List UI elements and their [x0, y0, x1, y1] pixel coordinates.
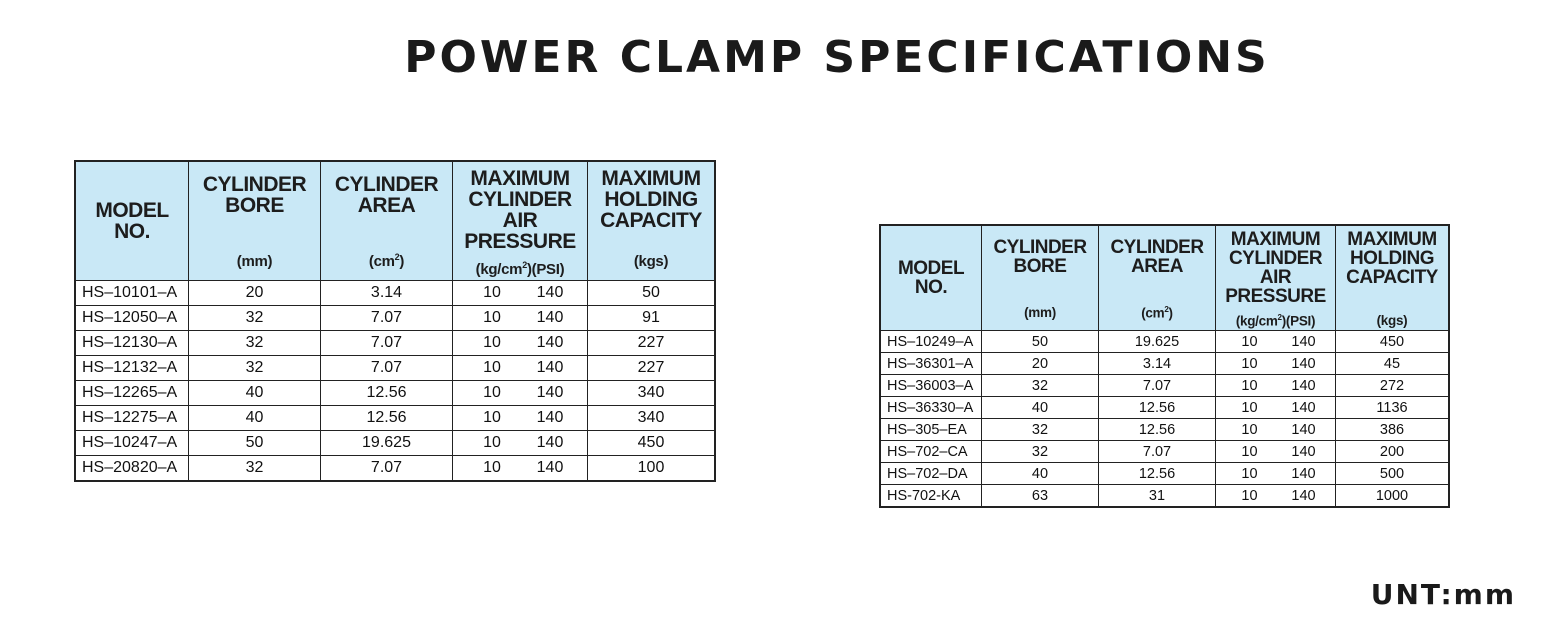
capacity-cell: 386 — [1336, 419, 1450, 441]
area-cell: 12.56 — [1099, 419, 1216, 441]
table-row — [75, 381, 715, 406]
table-row — [880, 441, 1449, 463]
header-area — [1099, 225, 1216, 331]
area-cell: 19.625 — [1099, 331, 1216, 353]
area-cell: 7.07 — [1099, 375, 1216, 397]
bore-cell: 32 — [189, 356, 321, 381]
model-cell: HS–36301–A — [880, 353, 982, 375]
header-bore-unit: (mm) — [1024, 305, 1056, 320]
model-cell: HS–702–DA — [880, 463, 982, 485]
pressure-psi-value: 140 — [1291, 487, 1316, 504]
header-model-label: MODEL NO. — [95, 199, 169, 243]
pressure-psi-value: 140 — [536, 309, 564, 326]
pressure-kg-value: 10 — [1241, 421, 1258, 438]
header-capacity-label: MAXIMUM HOLDING CAPACITY — [600, 167, 702, 232]
pressure-psi-value: 140 — [536, 434, 564, 451]
model-cell: HS–12265–A — [75, 381, 189, 406]
header-pressure-unit: $(kg/cm^2)(PSI)$ — [1235, 312, 1316, 328]
pressure-cell — [453, 381, 588, 406]
table-row — [880, 419, 1449, 441]
pressure-psi-value: 140 — [1291, 355, 1316, 372]
bore-cell: 32 — [189, 306, 321, 331]
capacity-cell: 272 — [1336, 375, 1450, 397]
header-bore-unit: (mm) — [236, 253, 273, 270]
pressure-kg-value: 10 — [483, 359, 501, 376]
bore-cell: 63 — [982, 485, 1099, 508]
bore-cell: 32 — [189, 456, 321, 482]
table-row — [75, 356, 715, 381]
header-model-label: MODEL NO. — [897, 258, 965, 298]
table-row — [75, 431, 715, 456]
table-row — [75, 281, 715, 306]
pressure-psi-value: 140 — [536, 384, 564, 401]
header-bore-label: CYLINDER BORE — [993, 237, 1087, 277]
header-capacity-label: MAXIMUM HOLDING CAPACITY — [1346, 229, 1438, 288]
header-pressure — [1216, 225, 1336, 331]
area-cell: 12.56 — [321, 406, 453, 431]
area-cell: 12.56 — [1099, 397, 1216, 419]
unit-note: UNT:mm — [1370, 578, 1516, 611]
bore-cell: 20 — [189, 281, 321, 306]
capacity-cell: 50 — [588, 281, 716, 306]
header-pressure-label: MAXIMUM CYLINDER AIR PRESSURE — [464, 167, 576, 253]
pressure-cell — [1216, 463, 1336, 485]
pressure-psi-value: 140 — [1291, 377, 1316, 394]
area-cell: 7.07 — [321, 306, 453, 331]
bore-cell: 50 — [189, 431, 321, 456]
capacity-cell: 227 — [588, 331, 716, 356]
table-row — [880, 353, 1449, 375]
pressure-psi-value: 140 — [536, 409, 564, 426]
spec-table-right — [879, 224, 1450, 508]
capacity-cell: 450 — [1336, 331, 1450, 353]
area-cell: 31 — [1099, 485, 1216, 508]
header-area-label: CYLINDER AREA — [334, 173, 439, 217]
pressure-psi-value: 140 — [536, 334, 564, 351]
pressure-cell — [453, 406, 588, 431]
pressure-cell — [1216, 485, 1336, 508]
bore-cell: 32 — [982, 375, 1099, 397]
pressure-kg-value: 10 — [483, 434, 501, 451]
pressure-kg-value: 10 — [483, 309, 501, 326]
pressure-kg-value: 10 — [483, 284, 501, 301]
bore-cell: 40 — [189, 381, 321, 406]
table-row — [880, 397, 1449, 419]
model-cell: HS–12050–A — [75, 306, 189, 331]
capacity-cell: 450 — [588, 431, 716, 456]
pressure-cell — [1216, 419, 1336, 441]
model-cell: HS-702-KA — [880, 485, 982, 508]
page-title: POWER CLAMP SPECIFICATIONS — [404, 32, 1270, 83]
pressure-cell — [453, 456, 588, 482]
pressure-kg-value: 10 — [1241, 355, 1258, 372]
pressure-psi-value: 140 — [1291, 333, 1316, 350]
pressure-cell — [1216, 397, 1336, 419]
pressure-cell — [453, 281, 588, 306]
area-cell: 19.625 — [321, 431, 453, 456]
pressure-cell — [453, 356, 588, 381]
pressure-psi-value: 140 — [1291, 399, 1316, 416]
pressure-cell — [453, 306, 588, 331]
pressure-cell — [453, 431, 588, 456]
header-area-unit: $(cm^2)$ — [368, 252, 405, 270]
area-cell: 7.07 — [321, 331, 453, 356]
header-pressure-label: MAXIMUM CYLINDER AIR PRESSURE — [1225, 229, 1326, 307]
pressure-kg-value: 10 — [483, 384, 501, 401]
table-row — [75, 456, 715, 482]
pressure-kg-value: 10 — [1241, 333, 1258, 350]
pressure-kg-value: 10 — [483, 334, 501, 351]
pressure-kg-value: 10 — [1241, 377, 1258, 394]
bore-cell: 40 — [982, 397, 1099, 419]
table-row — [75, 406, 715, 431]
area-cell: 7.07 — [1099, 441, 1216, 463]
model-cell: HS–12275–A — [75, 406, 189, 431]
pressure-psi-value: 140 — [1291, 421, 1316, 438]
pressure-kg-value: 10 — [483, 409, 501, 426]
header-model — [880, 225, 982, 331]
capacity-cell: 500 — [1336, 463, 1450, 485]
model-cell: HS–702–CA — [880, 441, 982, 463]
bore-cell: 40 — [982, 463, 1099, 485]
header-bore — [189, 161, 321, 281]
model-cell: HS–305–EA — [880, 419, 982, 441]
table-row — [880, 331, 1449, 353]
capacity-cell: 340 — [588, 381, 716, 406]
capacity-cell: 1136 — [1336, 397, 1450, 419]
header-capacity-unit: (kgs) — [633, 253, 669, 270]
capacity-cell: 45 — [1336, 353, 1450, 375]
header-area-label: CYLINDER AREA — [1110, 237, 1204, 277]
area-cell: 12.56 — [1099, 463, 1216, 485]
pressure-psi-value: 140 — [1291, 443, 1316, 460]
header-area — [321, 161, 453, 281]
model-cell: HS–12130–A — [75, 331, 189, 356]
bore-cell: 50 — [982, 331, 1099, 353]
bore-cell: 40 — [189, 406, 321, 431]
capacity-cell: 227 — [588, 356, 716, 381]
pressure-kg-value: 10 — [483, 459, 501, 476]
header-row — [880, 225, 1449, 331]
spec-table-left — [74, 160, 716, 482]
capacity-cell: 340 — [588, 406, 716, 431]
bore-cell: 32 — [982, 441, 1099, 463]
table-row — [75, 331, 715, 356]
pressure-cell — [1216, 353, 1336, 375]
header-capacity — [588, 161, 716, 281]
bore-cell: 32 — [189, 331, 321, 356]
header-model — [75, 161, 189, 281]
area-cell: 3.14 — [321, 281, 453, 306]
header-bore — [982, 225, 1099, 331]
table-row — [880, 463, 1449, 485]
header-capacity — [1336, 225, 1450, 331]
capacity-cell: 100 — [588, 456, 716, 482]
model-cell: HS–36330–A — [880, 397, 982, 419]
header-pressure — [453, 161, 588, 281]
area-cell: 7.07 — [321, 356, 453, 381]
header-row — [75, 161, 715, 281]
pressure-cell — [453, 331, 588, 356]
table-row — [75, 306, 715, 331]
pressure-kg-value: 10 — [1241, 399, 1258, 416]
pressure-psi-value: 140 — [536, 284, 564, 301]
model-cell: HS–10101–A — [75, 281, 189, 306]
bore-cell: 32 — [982, 419, 1099, 441]
capacity-cell: 91 — [588, 306, 716, 331]
header-bore-label: CYLINDER BORE — [202, 173, 307, 217]
header-area-unit: $(cm^2)$ — [1141, 304, 1173, 320]
table-row — [880, 375, 1449, 397]
pressure-cell — [1216, 441, 1336, 463]
area-cell: 12.56 — [321, 381, 453, 406]
header-pressure-unit: $(kg/cm^2)(PSI)$ — [475, 260, 565, 278]
model-cell: HS–36003–A — [880, 375, 982, 397]
pressure-cell — [1216, 331, 1336, 353]
model-cell: HS–20820–A — [75, 456, 189, 482]
area-cell: 3.14 — [1099, 353, 1216, 375]
pressure-kg-value: 10 — [1241, 487, 1258, 504]
pressure-cell — [1216, 375, 1336, 397]
pressure-psi-value: 140 — [1291, 465, 1316, 482]
pressure-kg-value: 10 — [1241, 443, 1258, 460]
pressure-kg-value: 10 — [1241, 465, 1258, 482]
area-cell: 7.07 — [321, 456, 453, 482]
bore-cell: 20 — [982, 353, 1099, 375]
capacity-cell: 1000 — [1336, 485, 1450, 508]
pressure-psi-value: 140 — [536, 359, 564, 376]
pressure-psi-value: 140 — [536, 459, 564, 476]
model-cell: HS–10249–A — [880, 331, 982, 353]
model-cell: HS–10247–A — [75, 431, 189, 456]
model-cell: HS–12132–A — [75, 356, 189, 381]
capacity-cell: 200 — [1336, 441, 1450, 463]
header-capacity-unit: (kgs) — [1376, 313, 1408, 328]
table-row — [880, 485, 1449, 508]
